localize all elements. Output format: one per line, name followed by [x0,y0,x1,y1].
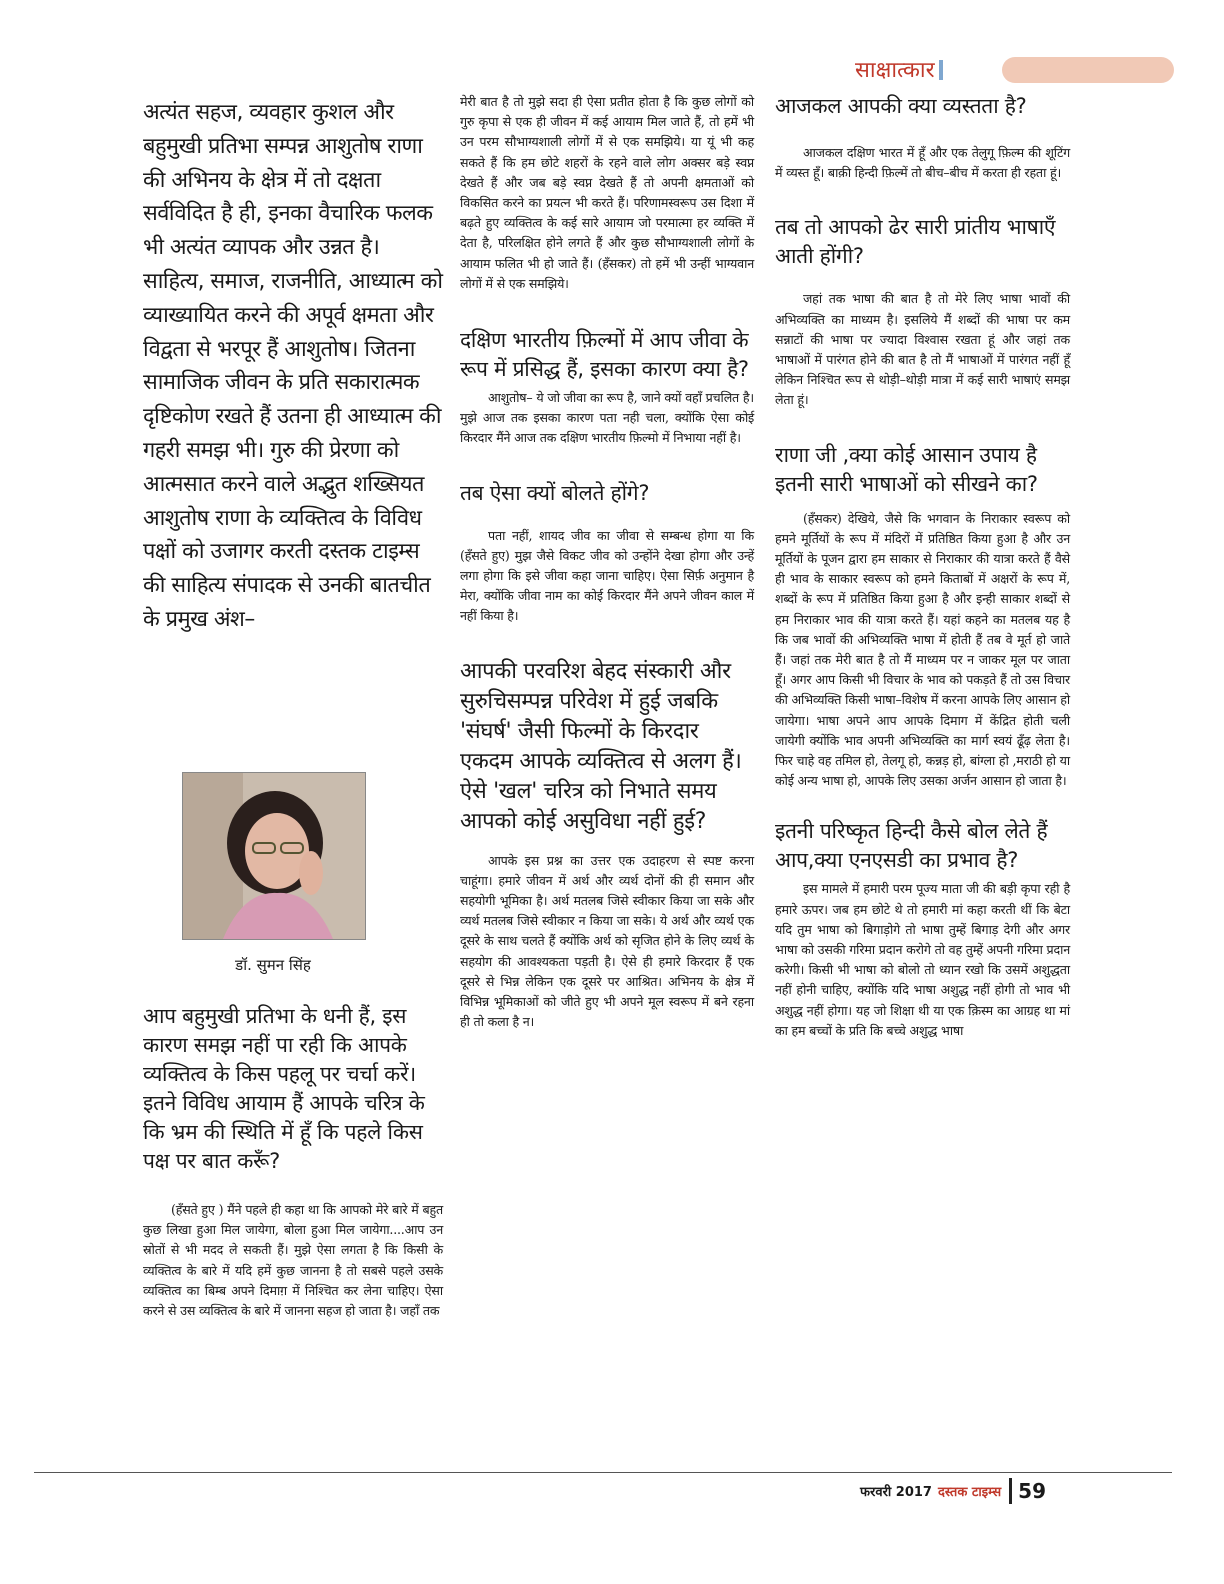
question-3: तब ऐसा क्यों बोलते होंगे? [460,480,650,505]
answer-7: (हँसकर) देखिये, जैसे कि भगवान के निराकार स्वरूप को हमने मूर्तियों के रूप में मंदिरों में प्रतिष्ठित किया हुआ है और उन मूर्तियों के पूजन द्वारा हम साकार से निराकार की यात्रा करते हैं वैसे ही भाव के साकार स्वरूप को हमने किताबों में अक्षरों के रूप में, शब्दों के रूप में प्रतिष्ठित किया हुआ है और इन्ही साकार शब्दों से हम निराकार भाव की यात्रा करते हैं। यहां कहने का मतलब यह है कि जब भावों की अभिव्यक्ति भाषा में होती हैं तब वे मूर्त हो जाते हैं। जहां तक मेरी बात है तो मैं माध्यम पर न जाकर मूल पर जाता हूँ। अगर आप किसी भी विचार के भाव को पकड़ते हैं तो उस विचार की अभिव्यक्ति किसी भाषा–विशेष में करना आपके लिए आसान हो जायेगा। भाषा अपने आप आपके दिमाग में केंद्रित होती चली जायेगी क्योंकि भाव अपनी अभिव्यक्ति का मार्ग स्वयं ढूँढ़ लेता है। फिर चाहे वह तमिल हो, तेलगू हो, कन्नड़ हो, बांग्ला हो ,मराठी हो या कोई अन्य भाषा हो, आपके लिए उसका अर्जन आसान हो जाता है। [775,510,1070,789]
column-1-lower [143,1002,443,1347]
column-1 [143,92,443,637]
issue-date: फरवरी 2017 [860,1485,932,1500]
interviewer-photo [182,772,366,940]
photo-caption: डॉ. सुमन सिंह [235,956,311,974]
answer-8: इस मामले में हमारी परम पूज्य माता जी की बड़ी कृपा रही है हमारे ऊपर। जब हम छोटे थे तो हमारी मां कहा करती थीं कि बेटा यदि तुम भाषा को बिगाड़ोगे तो भाषा तुम्हें बिगाड़ देगी और अगर भाषा को उसकी गरिमा प्रदान करोगे तो वह तुम्हें अपनी गरिमा प्रदान करेगी। किसी भी भाषा को बोलो तो ध्यान रखो कि उसमें अशुद्धता नहीं होनी चाहिए, क्योंकि यदि भाषा अशुद्ध नहीं होगी तो भाव भी अशुद्ध नहीं होगा। यह जो शिक्षा थी या एक क़िस्म का आग्रह था मां का हम बच्चों के प्रति कि बच्चे अशुद्ध भाषा [775,881,1070,1038]
question-4: आपकी परवरिश बेहद संस्कारी और सुरुचिसम्पन्न परिवेश में हुई जबकि 'संघर्ष' जैसी फिल्मों के किरदार एकदम आपके व्यक्तित्व से अलग हैं। ऐसे 'खल' चरित्र को निभाते समय आपको कोई असुविधा नहीं हुई? [460,658,742,834]
question-2: दक्षिण भारतीय फ़िल्मों में आप जीवा के रूप में प्रसिद्ध हैं, इसका कारण क्या है? [460,328,749,382]
footer-divider [1009,1478,1012,1504]
answer-1-continued: मेरी बात है तो मुझे सदा ही ऐसा प्रतीत होता है कि कुछ लोगों को गुरु कृपा से एक ही जीवन में कई आयाम मिल जाते हैं, तो हमें भी उन परम सौभाग्यशाली लोगों में से एक समझिये। या यूं भी कह सकते हैं कि हम छोटे शहरों के रहने वाले लोग अक्सर बड़े स्वप्न देखते हैं और जब बड़े स्वप्न देखते हैं तो अपनी क्षमताओं को विकसित करने का प्रयत्न भी करते हैं। परिणामस्वरूप उस दिशा में बढ़ते हुए व्यक्तित्व के कई सारे आयाम जो परमात्मा हर व्यक्ति में देता है, परिलक्षित होने लगते हैं और कुछ सौभाग्यशाली लोगों के आयाम फलित भी हो जाते हैं। (हँसकर) तो हमें भी उन्हीं भाग्यवान लोगों में से एक समझिये। [460,94,754,291]
intro-paragraph: अत्यंत सहज, व्यवहार कुशल और बहुमुखी प्रतिभा सम्पन्न आशुतोष राणा की अभिनय के क्षेत्र में तो दक्षता सर्वविदित है ही, इनका वैचारिक फलक भी अत्यंत व्यापक और उन्नत है। साहित्य, समाज, राजनीति, आध्यात्म को व्याख्यायित करने की अपूर्व क्षमता और विद्वता से भरपूर हैं आशुतोष। जितना सामाजिक जीवन के प्रति सकारात्मक दृष्टिकोण रखते हैं उतना ही आध्यात्म की गहरी समझ भी। गुरु की प्रेरणा को आत्मसात करने वाले अद्भुत शख्सियत आशुतोष राणा के व्यक्तित्व के विविध पक्षों को उजागर करती दस्तक टाइम्स की साहित्य संपादक से उनकी बातचीत के प्रमुख अंश– [143,100,443,632]
question-6: तब तो आपको ढेर सारी प्रांतीय भाषाएँ आती होंगी? [775,215,1056,269]
section-label: साक्षात्कार [855,58,935,83]
page-number: 59 [1018,1479,1047,1503]
footer-rule [34,1472,1172,1473]
header-decoration [1002,57,1174,83]
question-8: इतनी परिष्कृत हिन्दी कैसे बोल लेते हैं आप,क्या एनएसडी का प्रभाव है? [775,819,1048,873]
column-2 [460,92,754,1058]
answer-4: आपके इस प्रश्न का उत्तर एक उदाहरण से स्पष्ट करना चाहूंगा। हमारे जीवन में अर्थ और व्यर्थ दोनों की ही समान और सहयोगी भूमिका है। अर्थ मतलब जिसे स्वीकार किया जा सके और व्यर्थ मतलब जिसे स्वीकार न किया जा सके। ये अर्थ और व्यर्थ एक दूसरे के साथ चलते हैं क्योंकि अर्थ को सृजित होने के लिए व्यर्थ के सहयोग की आवश्यकता पड़ती है। ऐसे ही हमारे किरदार हैं एक दूसरे से भिन्न लेकिन एक दूसरे पर आश्रित। अभिनय के क्षेत्र में विभिन्न भूमिकाओं को जीते हुए भी अपने मूल स्वरूप में बने रहना ही तो कला है न। [460,852,754,1030]
answer-2: आशुतोष– ये जो जीवा का रूप है, जाने क्यों वहाँ प्रचलित है। मुझे आज तक इसका कारण पता नही चला, क्योंकि ऐसा कोई किरदार मैंने आज तक दक्षिण भारतीय फ़िल्मो में निभाया नहीं है। [460,390,754,446]
question-5: आजकल आपकी क्या व्यस्तता है? [775,94,1027,118]
answer-1: (हँसते हुए ) मैंने पहले ही कहा था कि आपको मेरे बारे में बहुत कुछ लिखा हुआ मिल जायेगा, बोला हुआ मिल जायेगा....आप उन स्रोतों से भी मदद ले सकती हैं। मुझे ऐसा लगता है कि किसी के व्यक्तित्व के बारे में यदि हमें कुछ जानना है तो सबसे पहले उसके व्यक्तित्व का बिम्ब अपने दिमाग़ में निश्चित कर लेना चाहिए। ऐसा करने से उस व्यक्तित्व के बारे में जानना सहज हो जाता है। जहाँ तक [143,1202,443,1319]
answer-3: पता नहीं, शायद जीव का जीवा से सम्बन्ध होगा या कि (हँसते हुए) मुझ जैसे विकट जीव को उन्होंने देखा होगा और उन्हें लगा होगा कि इसे जीवा कहा जाना चाहिए। ऐसा सिर्फ़ अनुमान है मेरा, क्योंकि जीवा नाम का कोई किरदार मैंने अपने जीवन काल में नहीं किया है। [460,527,754,624]
answer-6: जहां तक भाषा की बात है तो मेरे लिए भाषा भावों की अभिव्यक्ति का माध्यम है। इसलिये मैं शब्दों की भाषा पर कम सन्नाटों की भाषा पर ज्यादा विश्वास रखता हूं और जहां तक भाषाओं में पारंगत होने की बात है तो मैं भाषाओं में पारंगत नहीं हूँ लेकिन निश्चित रूप से थोड़ी–थोड़ी मात्रा में कई सारी भाषाएं समझ लेता हूं। [775,291,1070,408]
question-7: राणा जी ,क्या कोई आसान उपाय है इतनी सारी भाषाओं को सीखने का? [775,442,1038,496]
magazine-brand: दस्तक टाइम्स [937,1485,1002,1500]
answer-5: आजकल दक्षिण भारत में हूँ और एक तेलुगू फ़िल्म की शूटिंग में व्यस्त हूँ। बाक़ी हिन्दी फ़िल्में तो बीच–बीच में करता ही रहता हूं। [775,145,1070,181]
column-3 [775,92,1070,1067]
page-footer [860,1478,1046,1504]
question-1: आप बहुमुखी प्रतिभा के धनी हैं, इस कारण समझ नहीं पा रही कि आपके व्यक्तित्व के किस पहलू पर चर्चा करें। इतने विविध आयाम हैं आपके चरित्र के कि भ्रम की स्थिति में हूँ कि पहले किस पक्ष पर बात करूँ? [143,1004,425,1173]
section-divider [939,60,943,80]
section-tag [855,54,943,84]
